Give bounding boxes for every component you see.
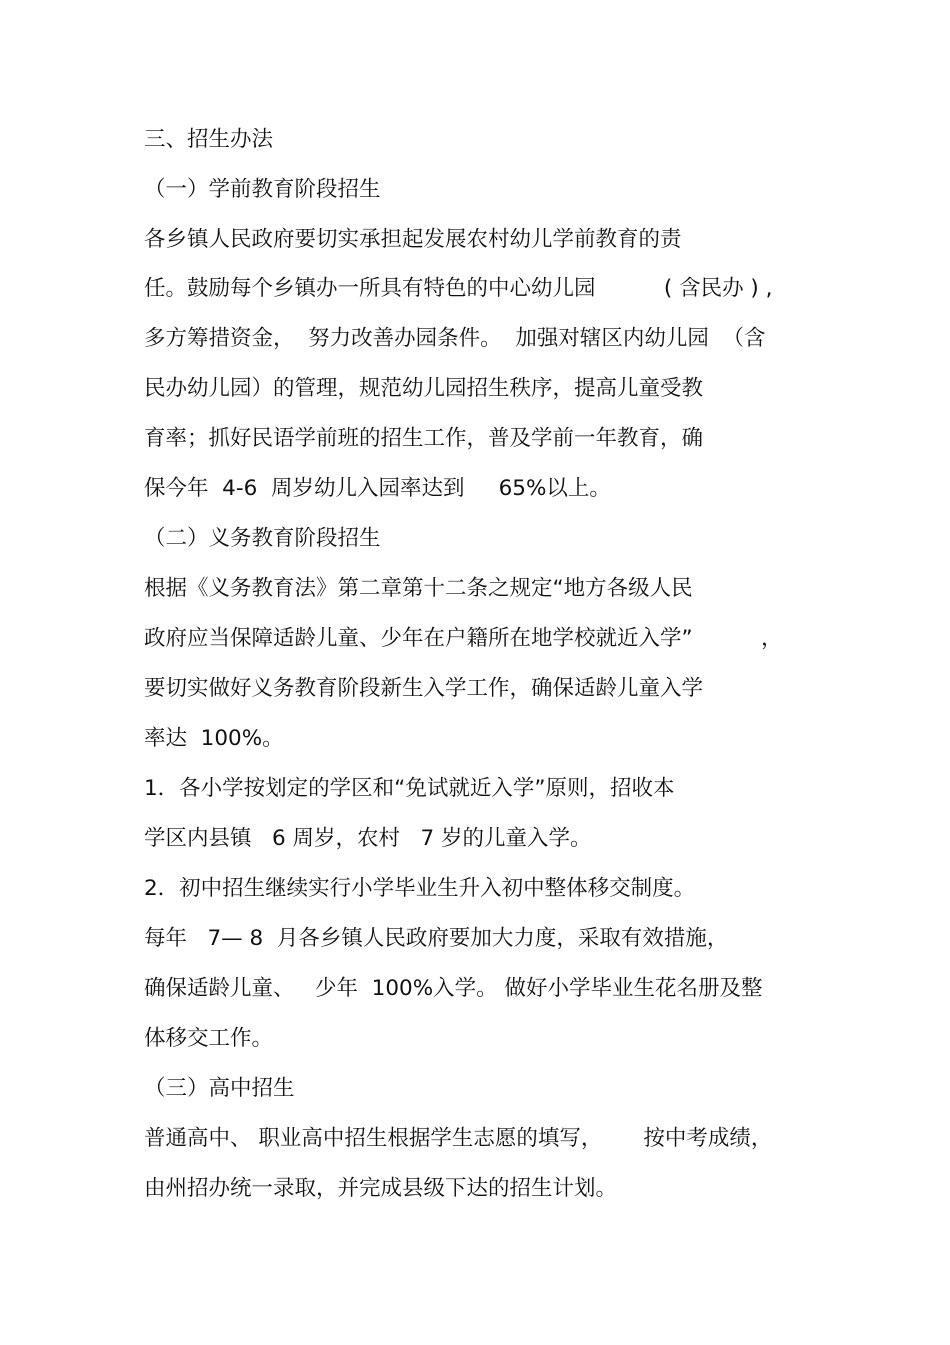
- body-text-line: 普通高中、 职业高中招生根据学生志愿的填写， 按中考成绩，: [144, 1126, 773, 1151]
- body-text-line: 任。鼓励每个乡镇办一所具有特色的中心幼儿园 ( 含民办 ) ,: [144, 276, 773, 301]
- body-text-line: 多方筹措资金， 努力改善办园条件。 加强对辖区内幼儿园 （含: [144, 326, 766, 351]
- body-text-line: 保今年 4-6 周岁幼儿入园率达到 65%以上。: [144, 476, 611, 501]
- body-text-line: 民办幼儿园）的管理，规范幼儿园招生秩序，提高儿童受教: [144, 376, 704, 401]
- body-text-line: 率达 100%。: [144, 726, 284, 751]
- subsection-heading-high-school: （三）高中招生: [144, 1076, 295, 1101]
- body-text-line: 由州招办统一录取，并完成县级下达的招生计划。: [144, 1176, 618, 1201]
- subsection-heading-compulsory: （二）义务教育阶段招生: [144, 526, 381, 551]
- body-text-line: 育率；抓好民语学前班的招生工作，普及学前一年教育，确: [144, 426, 704, 451]
- body-text-line: 要切实做好义务教育阶段新生入学工作，确保适龄儿童入学: [144, 676, 704, 701]
- subsection-heading-preschool: （一）学前教育阶段招生: [144, 177, 381, 202]
- body-text-line: 每年 7— 8 月各乡镇人民政府要加大力度，采取有效措施，: [144, 926, 729, 951]
- body-text-line: 各乡镇人民政府要切实承担起发展农村幼儿学前教育的责: [144, 227, 682, 252]
- body-text-line: 根据《义务教育法》第二章第十二条之规定“地方各级人民: [144, 576, 693, 601]
- body-text-line: 学区内县镇 6 周岁，农村 7 岁的儿童入学。: [144, 826, 592, 851]
- section-heading: 三、招生办法: [144, 127, 274, 152]
- list-item-2: 2．初中招生继续实行小学毕业生升入初中整体移交制度。: [144, 876, 696, 901]
- body-text-line: 体移交工作。: [144, 1026, 274, 1051]
- body-text-line: 政府应当保障适龄儿童、少年在户籍所在地学校就近入学” ，: [144, 626, 783, 651]
- list-item-1: 1．各小学按划定的学区和“免试就近入学”原则，招收本: [144, 776, 675, 801]
- body-text-line: 确保适龄儿童、 少年 100%入学。 做好小学毕业生花名册及整: [144, 976, 763, 1001]
